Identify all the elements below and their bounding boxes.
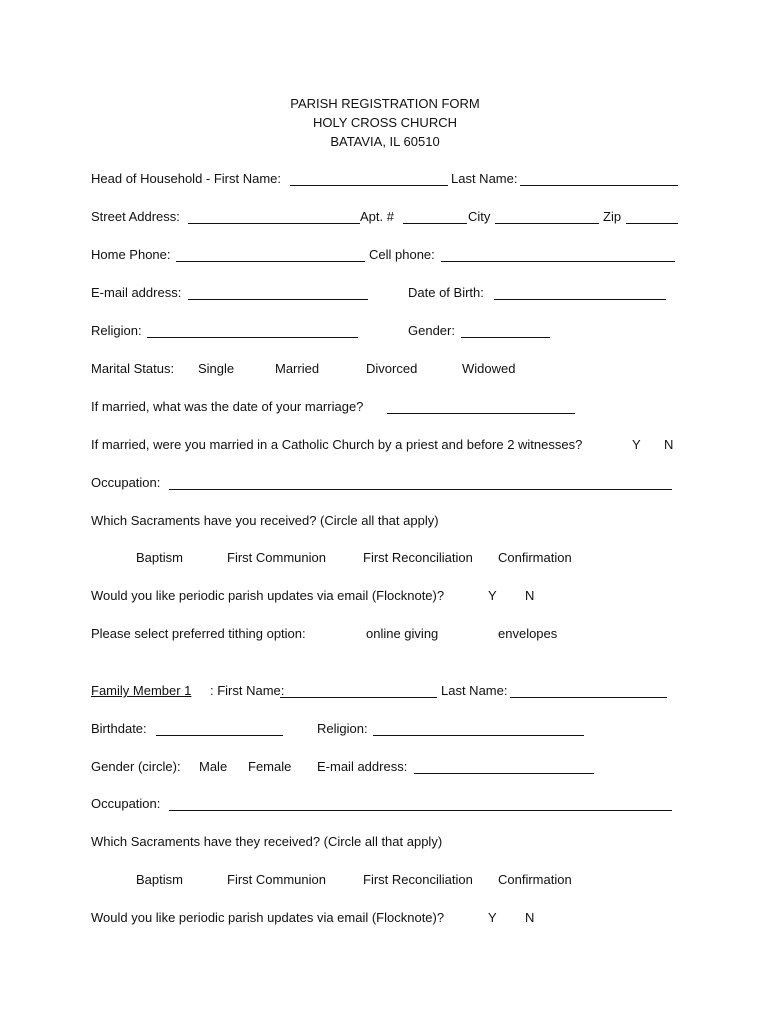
date-of-birth-label: Date of Birth:	[408, 285, 484, 300]
gender-label: Gender:	[408, 323, 455, 338]
member1-gender-label: Gender (circle):	[91, 759, 181, 774]
member1-last-name-label: Last Name:	[441, 683, 508, 698]
member1-first-name-field[interactable]	[280, 697, 437, 698]
member1-updates-no[interactable]: N	[525, 910, 535, 925]
email-label: E-mail address:	[91, 285, 182, 300]
member1-sacrament-first-communion[interactable]: First Communion	[227, 872, 326, 887]
head-last-name-field[interactable]	[520, 185, 678, 186]
sacrament-first-communion[interactable]: First Communion	[227, 550, 326, 565]
date-of-birth-field[interactable]	[494, 299, 666, 300]
member1-religion-field[interactable]	[373, 735, 584, 736]
member1-gender-female[interactable]: Female	[248, 759, 292, 774]
member1-sacraments-question: Which Sacraments have they received? (Circle all that apply)	[91, 834, 443, 849]
street-address-label: Street Address:	[91, 209, 180, 224]
sacrament-confirmation[interactable]: Confirmation	[498, 550, 572, 565]
church-name: HOLY CROSS CHURCH	[313, 115, 457, 130]
member1-sacrament-first-reconciliation[interactable]: First Reconciliation	[363, 872, 473, 887]
member1-gender-male[interactable]: Male	[199, 759, 228, 774]
family-member-1-heading: Family Member 1	[91, 683, 192, 698]
tithing-online-giving[interactable]: online giving	[366, 626, 439, 641]
member1-updates-question: Would you like periodic parish updates via email (Flocknote)?	[91, 910, 445, 925]
head-first-name-label: Head of Household - First Name:	[91, 171, 282, 186]
member1-birthdate-label: Birthdate:	[91, 721, 147, 736]
marriage-date-field[interactable]	[387, 413, 575, 414]
catholic-marriage-yes[interactable]: Y	[632, 437, 641, 452]
form-title: PARISH REGISTRATION FORM	[290, 96, 480, 111]
church-location: BATAVIA, IL 60510	[330, 134, 440, 149]
head-first-name-field[interactable]	[290, 185, 448, 186]
marital-option-married[interactable]: Married	[275, 361, 320, 376]
occupation-label: Occupation:	[91, 475, 161, 490]
cell-phone-field[interactable]	[441, 261, 675, 262]
marital-status-label: Marital Status:	[91, 361, 175, 376]
marital-option-divorced[interactable]: Divorced	[366, 361, 418, 376]
home-phone-field[interactable]	[176, 261, 365, 262]
member1-first-name-label: : First Name:	[210, 683, 285, 698]
member1-sacrament-baptism[interactable]: Baptism	[136, 872, 183, 887]
member1-email-field[interactable]	[414, 773, 594, 774]
tithing-envelopes[interactable]: envelopes	[498, 626, 558, 641]
gender-field[interactable]	[461, 337, 550, 338]
marital-option-single[interactable]: Single	[198, 361, 235, 376]
updates-question: Would you like periodic parish updates via email (Flocknote)?	[91, 588, 445, 603]
zip-label: Zip	[603, 209, 622, 224]
member1-last-name-field[interactable]	[510, 697, 667, 698]
member1-updates-yes[interactable]: Y	[488, 910, 497, 925]
apt-field[interactable]	[403, 223, 467, 224]
member1-occupation-field[interactable]	[169, 810, 672, 811]
marriage-date-label: If married, what was the date of your marriage?	[91, 399, 364, 414]
member1-religion-label: Religion:	[317, 721, 368, 736]
member1-email-label: E-mail address:	[317, 759, 408, 774]
updates-yes[interactable]: Y	[488, 588, 497, 603]
zip-field[interactable]	[626, 223, 678, 224]
member1-occupation-label: Occupation:	[91, 796, 161, 811]
apt-label: Apt. #	[360, 209, 394, 224]
sacraments-question: Which Sacraments have you received? (Circle all that apply)	[91, 513, 439, 528]
religion-field[interactable]	[147, 337, 358, 338]
home-phone-label: Home Phone:	[91, 247, 171, 262]
tithing-question: Please select preferred tithing option:	[91, 626, 306, 641]
catholic-marriage-no[interactable]: N	[664, 437, 674, 452]
city-label: City	[468, 209, 491, 224]
updates-no[interactable]: N	[525, 588, 535, 603]
city-field[interactable]	[495, 223, 599, 224]
cell-phone-label: Cell phone:	[369, 247, 435, 262]
sacrament-first-reconciliation[interactable]: First Reconciliation	[363, 550, 473, 565]
catholic-marriage-question: If married, were you married in a Catholic Church by a priest and before 2 witnesses?	[91, 437, 583, 452]
religion-label: Religion:	[91, 323, 142, 338]
marital-option-widowed[interactable]: Widowed	[462, 361, 516, 376]
occupation-field[interactable]	[169, 489, 672, 490]
sacrament-baptism[interactable]: Baptism	[136, 550, 183, 565]
head-last-name-label: Last Name:	[451, 171, 518, 186]
member1-sacrament-confirmation[interactable]: Confirmation	[498, 872, 572, 887]
member1-birthdate-field[interactable]	[156, 735, 283, 736]
email-field[interactable]	[188, 299, 368, 300]
street-address-field[interactable]	[188, 223, 360, 224]
